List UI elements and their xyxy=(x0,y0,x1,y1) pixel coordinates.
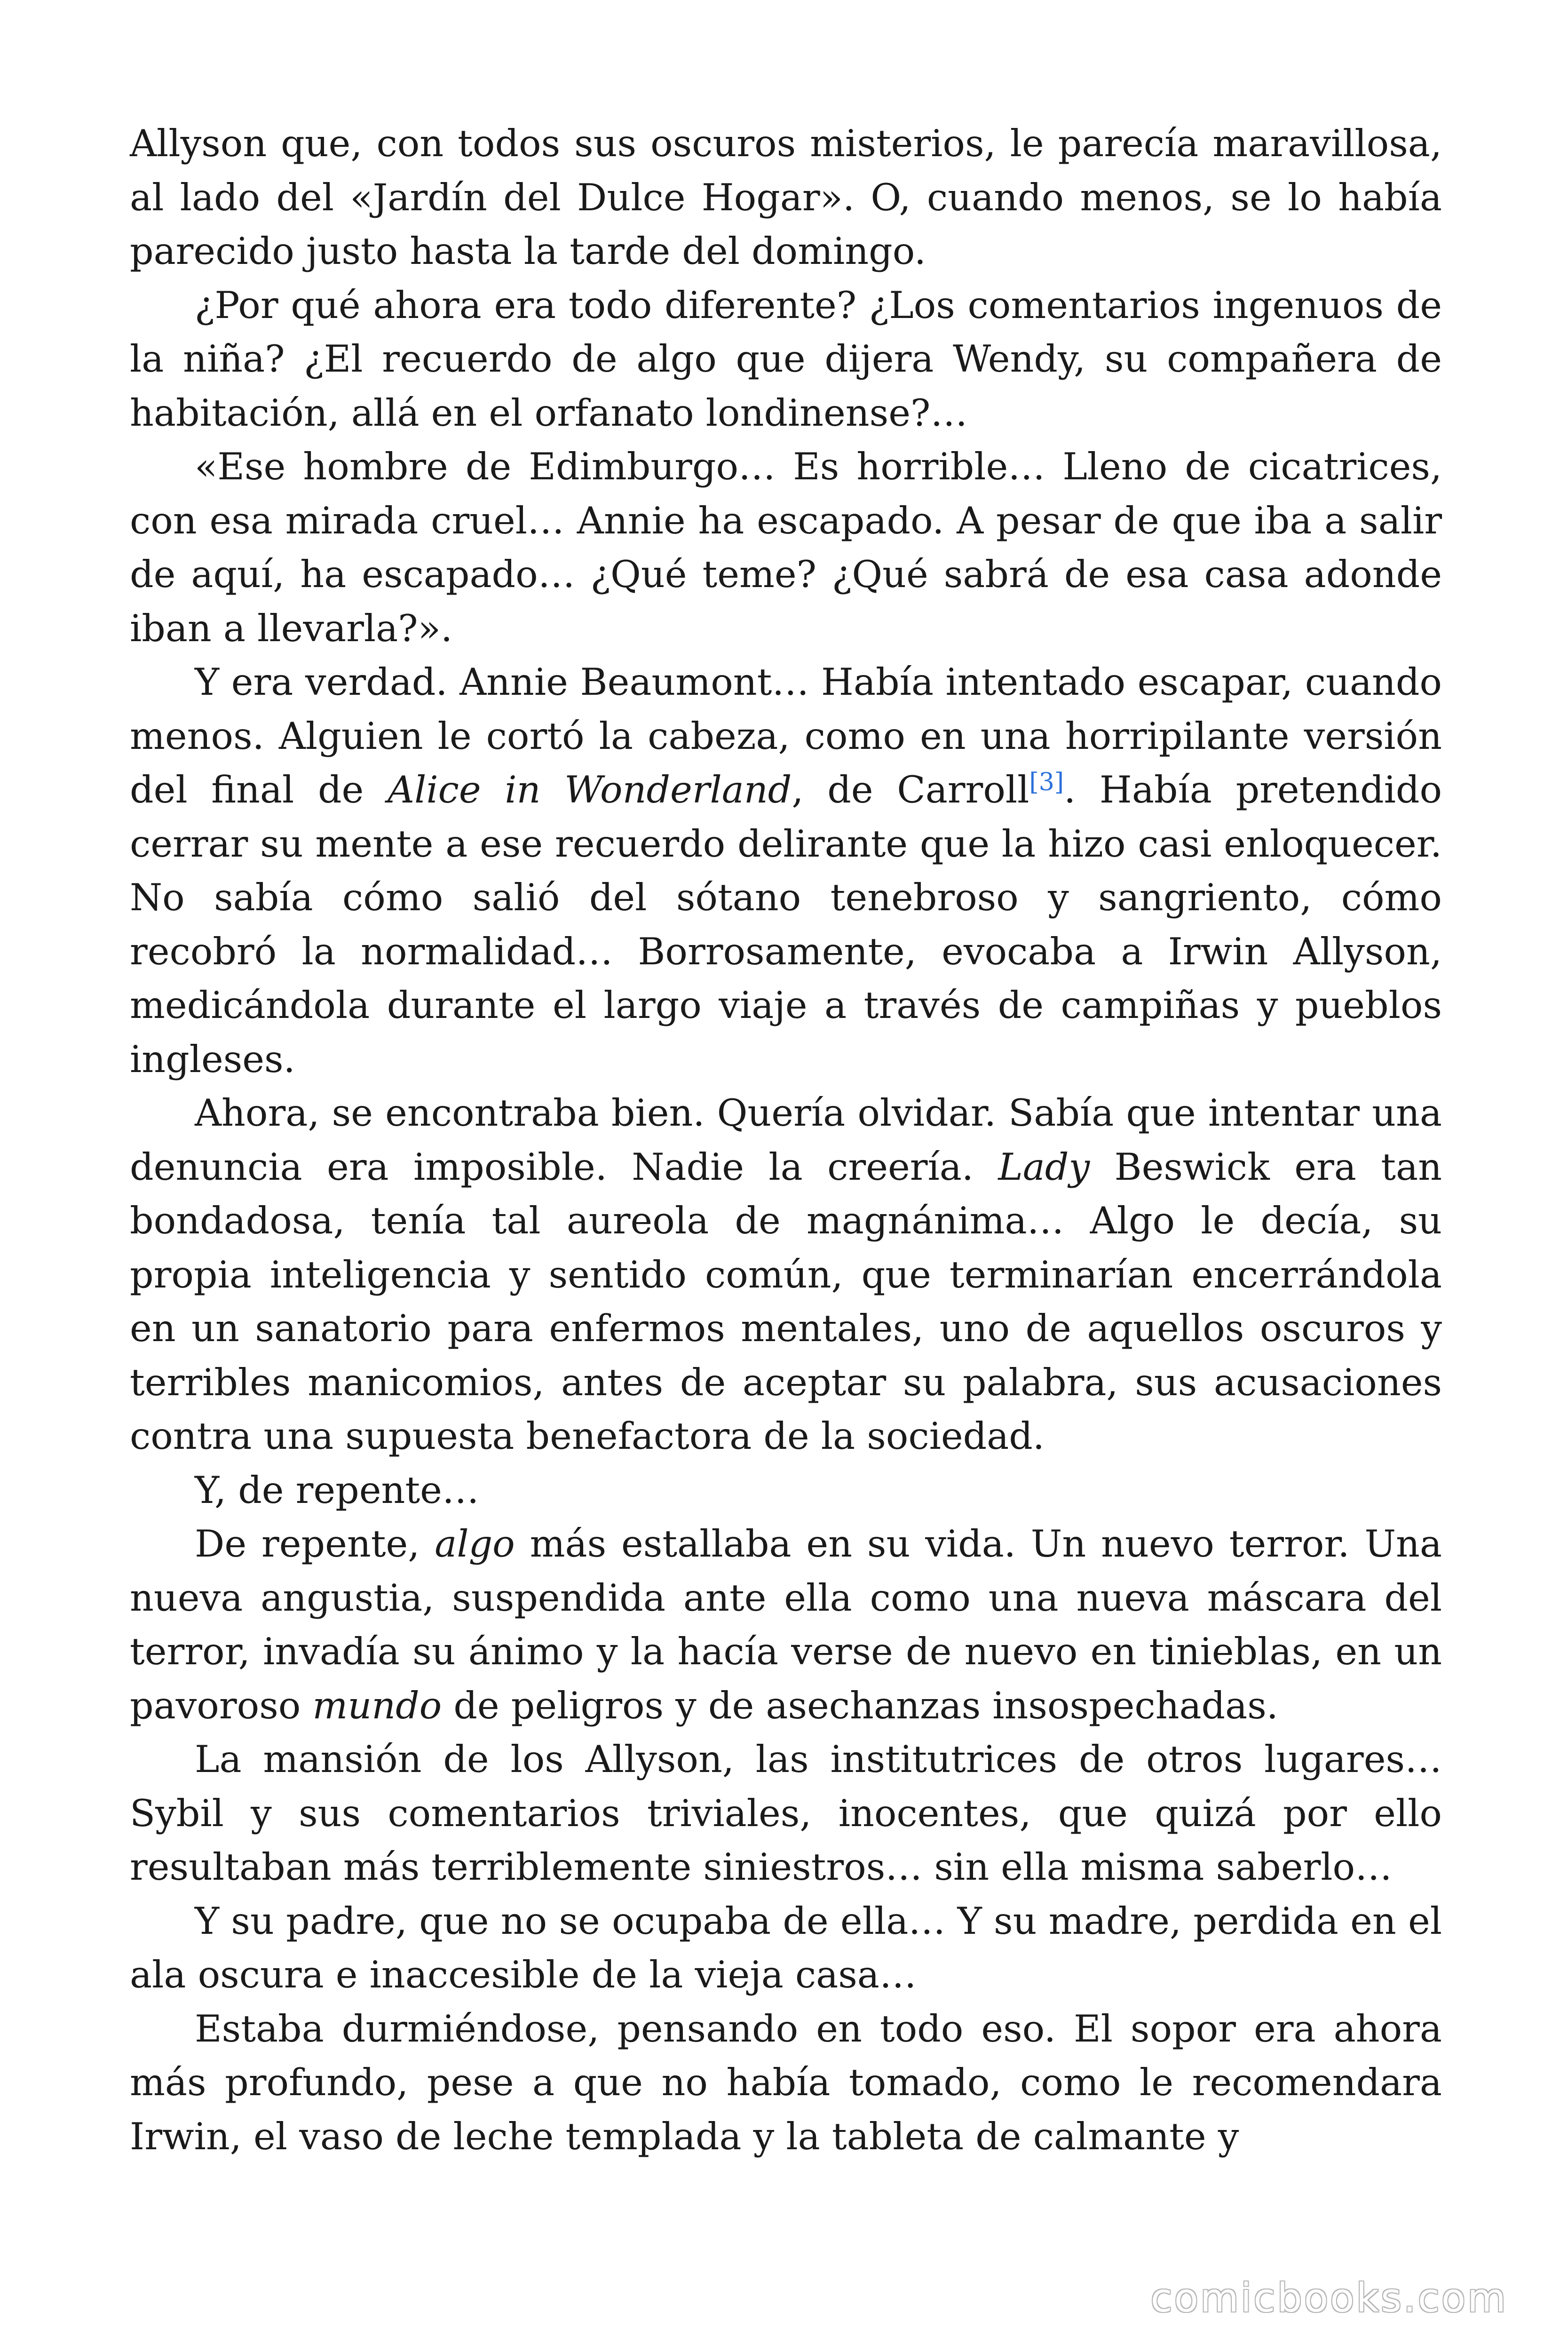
paragraph: Y su padre, que no se ocupaba de ella… Y su madre, perdida en el ala oscura e inaccesible de la vieja casa… xyxy=(130,1899,1442,1996)
watermark: comicbooks.com xyxy=(1150,2275,1508,2321)
paragraph-text: Y era verdad. Annie Beaumont… Había intentado escapar, cuando menos. Alguien le cortó la cabeza, como en una horripilante versión del final de xyxy=(130,660,1442,811)
paragraph: «Ese hombre de Edimburgo… Es horrible… Lleno de cicatrices, con esa mirada cruel… Annie ha escapado. A pesar de que iba a salir de aquí, ha escapado… ¿Qué teme? ¿Qué sabrá de esa casa adonde iban a llevarla?». xyxy=(130,445,1442,650)
emphasis-italic: Lady xyxy=(998,1145,1090,1189)
paragraph-text: Beswick era tan bondadosa, tenía tal aureola de magnánima… Algo le decía, su propia inteligencia y sentido común, que terminarían encerrándola en un sanatorio para enfermos mentales, uno de aquellos oscuros y terribles manicomios, antes de aceptar su palabra, sus acusaciones contra una supuesta benefactora de la sociedad. xyxy=(130,1145,1442,1458)
book-page-text xyxy=(130,117,1442,2163)
emphasis-italic: algo xyxy=(435,1522,515,1565)
paragraph: ¿Por qué ahora era todo diferente? ¿Los comentarios ingenuos de la niña? ¿El recuerdo de algo que dijera Wendy, su compañera de habitación, allá en el orfanato londinense?… xyxy=(130,283,1442,435)
paragraph: Estaba durmiéndose, pensando en todo eso. El sopor era ahora más profundo, pese a que no había tomado, como le recomendara Irwin, el vaso de leche templada y la tableta de calmante y xyxy=(130,2007,1442,2158)
paragraph-text: De repente, xyxy=(195,1522,435,1565)
paragraph: Allyson que, con todos sus oscuros misterios, le parecía maravillosa, al lado del «Jardín del Dulce Hogar». O, cuando menos, se lo había parecido justo hasta la tarde del domingo. xyxy=(130,122,1442,273)
paragraph xyxy=(130,1086,1442,1463)
paragraph: La mansión de los Allyson, las institutrices de otros lugares… Sybil y sus comentarios triviales, inocentes, que quizá por ello resultaban más terriblemente siniestros… sin ella misma saberlo… xyxy=(130,1738,1442,1889)
paragraph xyxy=(130,655,1442,1086)
paragraph-text: . Había pretendido cerrar su mente a ese recuerdo delirante que la hizo casi enloquecer. No sabía cómo salió del sótano tenebroso y sangriento, cómo recobró la normalidad… Borrosamente, evocaba a Irwin Allyson, medicándola durante el largo viaje a través de campiñas y pueblos ingleses. xyxy=(130,768,1442,1081)
book-title-italic: Alice in Wonderland xyxy=(388,768,792,811)
paragraph: Y, de repente… xyxy=(195,1468,479,1512)
paragraph-text: Ahora, se encontraba bien. Quería olvidar. Sabía que intentar una denuncia era imposible. Nadie la creería. xyxy=(130,1091,1442,1189)
paragraph xyxy=(130,1517,1442,1732)
paragraph-text: más estallaba en su vida. Un nuevo terror. Una nueva angustia, suspendida ante ella como una nueva máscara del terror, invadía su ánimo y la hacía verse de nuevo en tinieblas, en un pavoroso xyxy=(130,1522,1442,1727)
footnote-reference-link[interactable]: [3] xyxy=(1029,768,1064,796)
paragraph-text: de peligros y de asechanzas insospechadas. xyxy=(442,1684,1278,1727)
emphasis-italic: mundo xyxy=(312,1684,442,1727)
paragraph-text: , de Carroll xyxy=(792,768,1029,811)
